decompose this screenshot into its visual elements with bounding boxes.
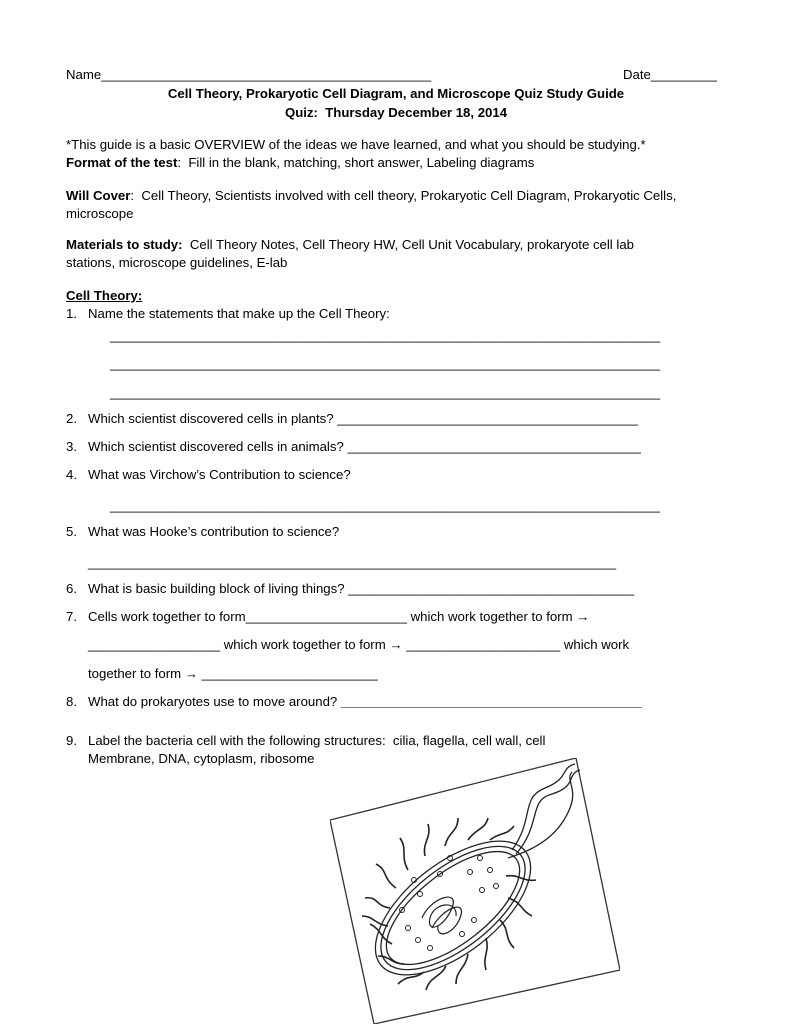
materials-text: Cell Theory Notes, Cell Theory HW, Cell Unit Vocabulary, prokaryote cell lab bbox=[182, 237, 635, 252]
answer-blank[interactable]: _________________________________________ bbox=[337, 411, 638, 426]
answer-blank-5[interactable]: ________________________________________________________________________ bbox=[88, 555, 617, 570]
question-text: Cells work together to form bbox=[88, 609, 246, 624]
question-number: 3. bbox=[66, 439, 77, 454]
materials-line bbox=[66, 236, 634, 254]
question-text: Name the statements that make up the Cell Theory: bbox=[88, 306, 390, 321]
answer-blank[interactable]: __________________ bbox=[88, 637, 221, 652]
question-number: 7. bbox=[66, 609, 77, 624]
question-text: What is basic building block of living things? bbox=[88, 581, 349, 596]
question-9 bbox=[66, 732, 545, 750]
date-field[interactable] bbox=[623, 66, 717, 84]
quiz-date: Quiz: Thursday December 18, 2014 bbox=[284, 105, 508, 120]
format-text: : Fill in the blank, matching, short answer, Labeling diagrams bbox=[177, 155, 535, 170]
question-9-line-2: Membrane, DNA, cytoplasm, ribosome bbox=[88, 751, 315, 766]
name-field[interactable] bbox=[66, 66, 431, 84]
answer-blank-1b[interactable]: ___________________________________________________________________________ bbox=[110, 356, 661, 371]
diagram-frame bbox=[330, 758, 620, 1024]
question-6 bbox=[66, 580, 634, 598]
question-number: 4. bbox=[66, 467, 77, 482]
cover-line-2: microscope bbox=[66, 206, 134, 221]
materials-line-2: stations, microscope guidelines, E-lab bbox=[66, 255, 288, 270]
page-title: Cell Theory, Prokaryotic Cell Diagram, and Microscope Quiz Study Guide bbox=[167, 86, 625, 101]
answer-blank-1a[interactable]: ___________________________________________________________________________ bbox=[110, 328, 661, 343]
arrow-icon: → bbox=[184, 666, 198, 681]
cover-line bbox=[66, 187, 676, 205]
section-heading: Cell Theory: bbox=[66, 288, 143, 303]
format-line bbox=[66, 154, 534, 172]
question-number: 2. bbox=[66, 411, 77, 426]
question-4 bbox=[66, 466, 351, 484]
question-text: which work bbox=[560, 637, 630, 652]
format-label: Format of the test bbox=[66, 155, 178, 170]
answer-blank-4[interactable]: ___________________________________________________________________________ bbox=[110, 498, 661, 513]
question-number: 8. bbox=[66, 694, 77, 709]
question-number: 6. bbox=[66, 581, 77, 596]
question-text: which work together to form bbox=[406, 609, 577, 624]
overview-note: *This guide is a basic OVERVIEW of the ideas we have learned, and what you should be studying.* bbox=[66, 137, 646, 152]
question-7-line-3 bbox=[88, 665, 378, 683]
answer-blank[interactable]: _____________________ bbox=[406, 637, 561, 652]
question-text: What do prokaryotes use to move around? bbox=[88, 694, 341, 709]
question-7 bbox=[66, 608, 589, 626]
date-label: Date bbox=[623, 67, 651, 82]
date-blank[interactable]: _________ bbox=[650, 67, 717, 82]
question-text: which work together to form bbox=[220, 637, 390, 652]
question-text: Label the bacteria cell with the following structures: cilia, flagella, cell wall, cell bbox=[88, 733, 546, 748]
question-3 bbox=[66, 438, 641, 456]
question-text: Which scientist discovered cells in animals? bbox=[88, 439, 348, 454]
question-text: What was Virchow’s Contribution to science? bbox=[88, 467, 351, 482]
arrow-icon: → bbox=[389, 637, 403, 652]
cover-label: Will Cover bbox=[66, 188, 131, 203]
question-2 bbox=[66, 410, 638, 428]
bacteria-cell-diagram bbox=[330, 758, 620, 1024]
question-text: together to form bbox=[88, 666, 185, 681]
question-7-line-2 bbox=[88, 636, 629, 654]
question-number: 1. bbox=[66, 306, 77, 321]
arrow-icon: → bbox=[576, 609, 590, 624]
question-number: 5. bbox=[66, 524, 77, 539]
materials-label: Materials to study: bbox=[66, 237, 183, 252]
name-blank[interactable]: _____________________________________________ bbox=[101, 67, 432, 82]
question-8 bbox=[66, 693, 642, 711]
question-text: What was Hooke’s contribution to science? bbox=[88, 524, 340, 539]
answer-blank[interactable]: _______________________________________ bbox=[348, 581, 635, 596]
question-text: Which scientist discovered cells in plants? bbox=[88, 411, 338, 426]
answer-blank[interactable]: ________________________________________ bbox=[347, 439, 641, 454]
question-1 bbox=[66, 305, 390, 323]
answer-blank-1c[interactable]: ___________________________________________________________________________ bbox=[110, 385, 661, 400]
answer-blank[interactable]: ________________________ bbox=[201, 666, 378, 681]
answer-blank[interactable]: ______________________ bbox=[245, 609, 407, 624]
name-label: Name bbox=[66, 67, 102, 82]
answer-blank[interactable]: _________________________________________ bbox=[340, 694, 642, 709]
question-number: 9. bbox=[66, 733, 77, 748]
question-5 bbox=[66, 523, 339, 541]
cover-text: : Cell Theory, Scientists involved with cell theory, Prokaryotic Cell Diagram, Prokaryotic Cells, bbox=[130, 188, 677, 203]
